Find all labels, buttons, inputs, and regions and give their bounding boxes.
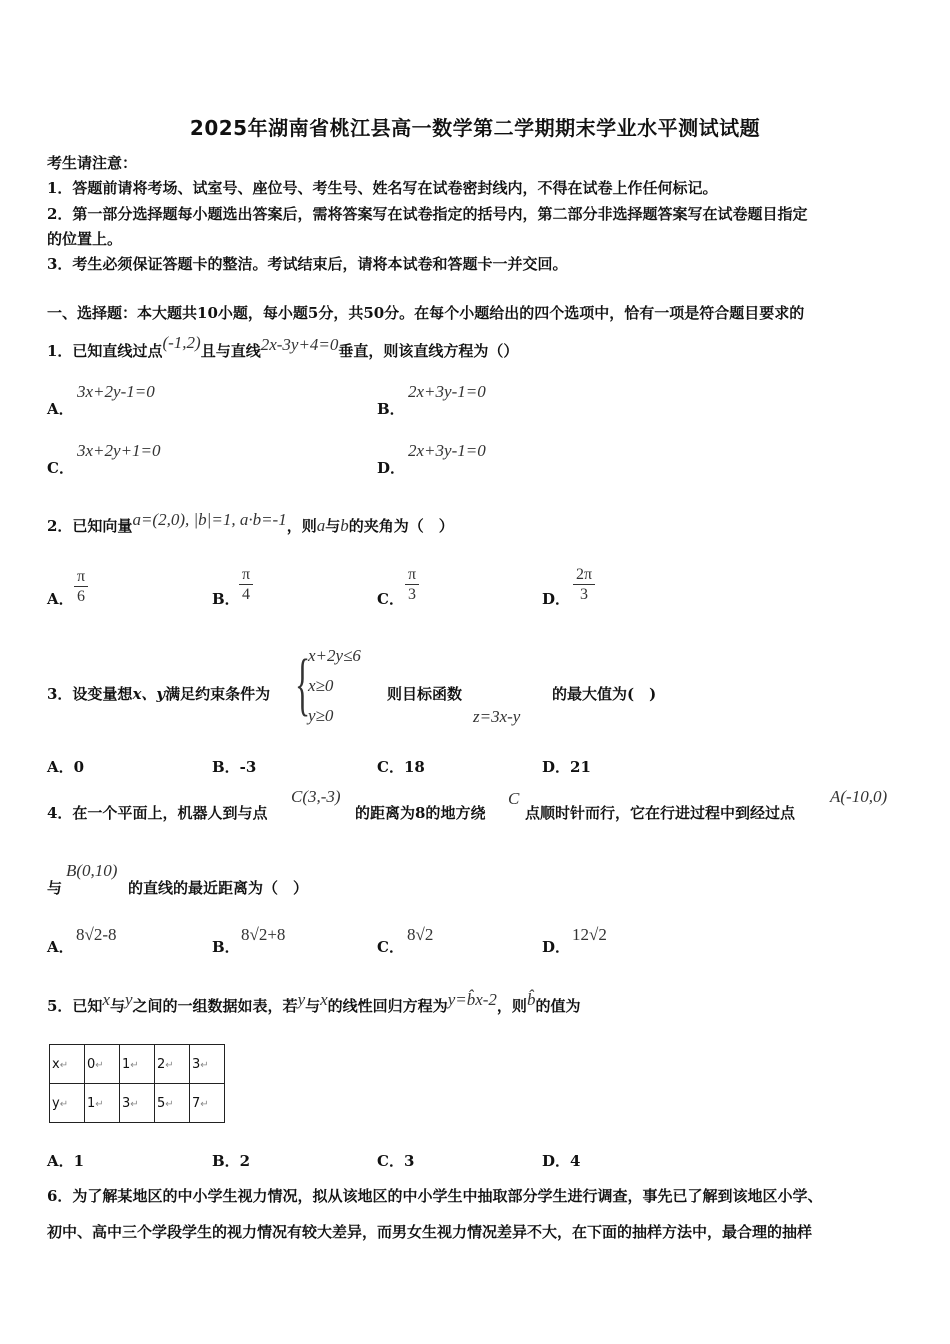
q4-option-a-label: A． [47, 938, 74, 956]
table-cell: x↵ [50, 1045, 85, 1084]
q2-text: 的夹角为（ ） [348, 517, 454, 535]
q3-text: 3．设变量想 [47, 685, 133, 703]
table-row [50, 1084, 225, 1123]
question-6-line: 6．为了解某地区的中小学生视力情况，拟从该地区的中小学生中抽取部分学生进行调查，事先已了解到该地区小学、 [47, 1187, 823, 1205]
q5-text: 5．已知 [47, 997, 103, 1015]
table-cell: 2↵ [155, 1045, 190, 1084]
q5-var-x: x [320, 990, 328, 1009]
q2-text: 2．已知向量 [47, 517, 133, 535]
question-1 [47, 333, 519, 361]
q5-text: 与 [305, 997, 321, 1015]
table-row [50, 1045, 225, 1084]
q3-vars: x、y [132, 685, 166, 703]
q5-regression-equation: y=b̂x-2 [447, 990, 497, 1009]
q4-option-d: 12√2 [572, 925, 607, 944]
constraint-brace: { [295, 646, 311, 723]
question-2 [47, 510, 454, 536]
q2-option-b-label: B． [212, 590, 240, 608]
q4-point-a: A(-10,0) [830, 787, 888, 806]
question-4-text: 点顺时针而行，它在行进过程中到经过点 [525, 804, 796, 822]
fraction-numerator: π [74, 568, 88, 587]
q2-option-d [573, 566, 595, 605]
q4-point-b: B(0,10) [66, 861, 118, 880]
q3-constraint-1: x+2y≤6 [308, 646, 361, 665]
q5-option-c: C．3 [377, 1152, 415, 1170]
q3-constraint-2: x≥0 [308, 676, 334, 695]
q5-var-y: y [297, 990, 306, 1009]
fraction-numerator: π [405, 566, 419, 585]
q1-point: (-1,2) [162, 333, 201, 352]
question-5 [47, 990, 581, 1016]
q4-point-c: C(3,-3) [291, 787, 341, 806]
q3-option-c: C．18 [377, 758, 425, 776]
fraction-denominator: 6 [77, 588, 86, 605]
notice-item: 的位置上。 [47, 230, 123, 248]
table-cell: y↵ [50, 1084, 85, 1123]
table-cell: 7↵ [190, 1084, 225, 1123]
q2-option-b [239, 566, 253, 605]
q5-data-table [49, 1044, 225, 1123]
q5-text: 之间的一组数据如表，若 [132, 997, 298, 1015]
q5-var-y: y [125, 990, 133, 1009]
q3-text-end: 的最大值为( ) [552, 685, 657, 703]
q5-text: 的线性回归方程为 [327, 997, 448, 1015]
fraction-denominator: 3 [580, 586, 589, 603]
fraction-numerator: 2π [573, 566, 595, 585]
q2-text: 与 [325, 517, 341, 535]
q5-text: ，则 [496, 997, 527, 1015]
q5-var-x: x [102, 990, 110, 1009]
q1-option-a-label: A． [47, 400, 74, 418]
q2-condition: a=(2,0), |b|=1, a·b=-1 [132, 510, 287, 529]
question-6-line: 初中、高中三个学段学生的视力情况有较大差异，而男女生视力情况差异不大，在下面的抽样方法中，最合理的抽样 [47, 1223, 813, 1241]
q2-option-a-label: A． [47, 590, 74, 608]
q2-text: ，则 [286, 517, 317, 535]
q1-text: 垂直，则该直线方程为（） [338, 342, 519, 360]
q5-text: 的值为 [535, 997, 581, 1015]
q4-option-c: 8√2 [407, 925, 434, 944]
section-heading: 一、选择题：本大题共10小题，每小题5分，共50分。在每个小题给出的四个选项中，恰有一项是符合题目要求的 [47, 304, 805, 322]
question-4-text: 的直线的最近距离为（ ） [128, 879, 309, 897]
question-4-text: 的距离为8的地方绕 [355, 804, 486, 822]
q1-text: 1．已知直线过点 [47, 342, 163, 360]
notice-item: 1．答题前请将考场、试室号、座位号、考生号、姓名写在试卷密封线内，不得在试卷上作任何标记。 [47, 179, 718, 197]
q4-option-d-label: D． [542, 938, 571, 956]
q2-vector-a: a [316, 516, 326, 535]
q5-option-a: A．1 [47, 1152, 85, 1170]
question-3 [47, 683, 270, 704]
q1-option-c: 3x+2y+1=0 [77, 441, 161, 460]
q3-objective-label: 则目标函数 [387, 685, 463, 703]
q3-constraint-3: y≥0 [308, 706, 334, 725]
q5-option-b: B．2 [212, 1152, 251, 1170]
q1-option-d-label: D． [377, 459, 406, 477]
q2-option-d-label: D． [542, 590, 571, 608]
table-cell: 1↵ [120, 1045, 155, 1084]
q4-option-b-label: B． [212, 938, 240, 956]
q1-option-b: 2x+3y-1=0 [408, 382, 486, 401]
q1-text: 且与直线 [200, 342, 261, 360]
q1-option-c-label: C． [47, 459, 74, 477]
question-4-text: 4．在一个平面上，机器人到与点 [47, 804, 268, 822]
q5-text: 与 [109, 997, 125, 1015]
notice-item: 3．考生必须保证答题卡的整洁。考试结束后，请将本试卷和答题卡一并交回。 [47, 255, 568, 273]
q5-option-d: D．4 [542, 1152, 581, 1170]
q1-option-b-label: B． [377, 400, 405, 418]
q4-option-c-label: C． [377, 938, 404, 956]
table-cell: 0↵ [85, 1045, 120, 1084]
q5-bhat: b̂ [526, 990, 536, 1009]
q3-objective: z=3x-y [473, 707, 521, 726]
q4-option-b: 8√2+8 [241, 925, 286, 944]
q4-option-a: 8√2-8 [76, 925, 117, 944]
table-cell: 3↵ [120, 1084, 155, 1123]
q4-point-c-ref: C [508, 789, 520, 808]
page-title: 2025年湖南省桃江县高一数学第二学期期末学业水平测试试题 [189, 116, 761, 140]
fraction-numerator: π [239, 566, 253, 585]
q3-text: 满足约束条件为 [165, 685, 271, 703]
table-cell: 3↵ [190, 1045, 225, 1084]
q2-option-c-label: C． [377, 590, 404, 608]
question-4-text: 与 [47, 879, 63, 897]
notice-heading: 考生请注意： [47, 154, 138, 172]
q1-option-d: 2x+3y-1=0 [408, 441, 486, 460]
q2-option-c [405, 566, 419, 605]
q3-option-d: D．21 [542, 758, 591, 776]
q1-line: 2x-3y+4=0 [260, 335, 339, 354]
q2-option-a [74, 568, 88, 607]
table-cell: 5↵ [155, 1084, 190, 1123]
table-cell: 1↵ [85, 1084, 120, 1123]
notice-item: 2．第一部分选择题每小题选出答案后，需将答案写在试卷指定的括号内，第二部分非选择题答案写在试卷题目指定 [47, 205, 808, 223]
fraction-denominator: 3 [408, 586, 417, 603]
q3-option-b: B．-3 [212, 758, 257, 776]
q1-option-a: 3x+2y-1=0 [77, 382, 155, 401]
fraction-denominator: 4 [242, 586, 251, 603]
q2-vector-b: b [340, 516, 349, 535]
q3-option-a: A．0 [47, 758, 85, 776]
